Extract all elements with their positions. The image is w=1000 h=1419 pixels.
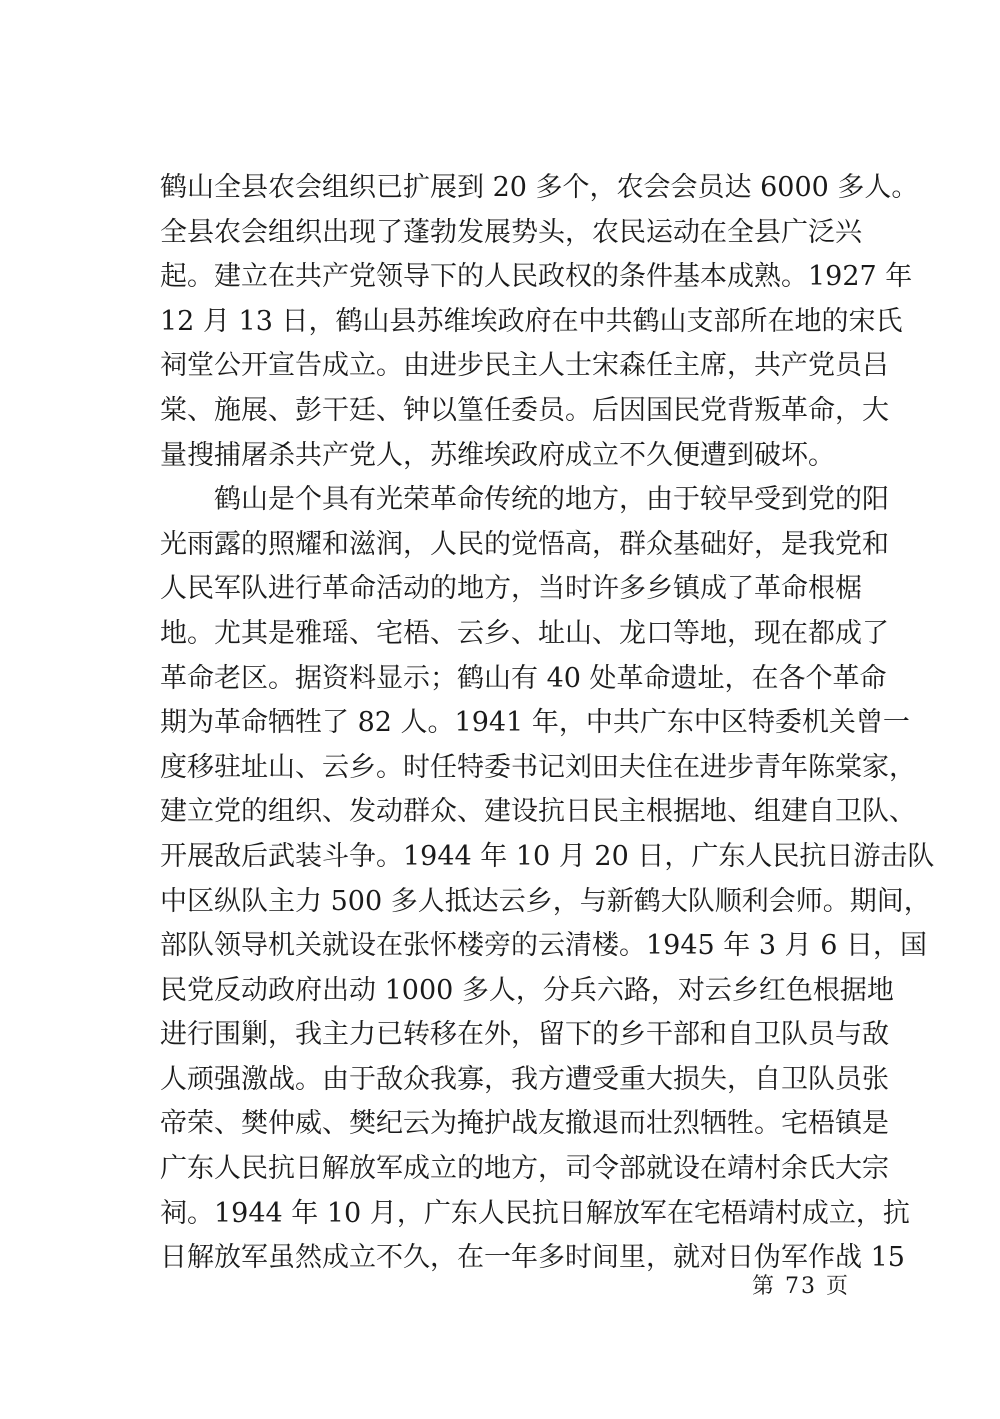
text-line: 帝荣、樊仲威、樊纪云为掩护战友撤退而壮烈牺牲。宅梧镇是 (160, 1108, 889, 1140)
text-line: 全县农会组织出现了蓬勃发展势头，农民运动在全县广泛兴 (160, 216, 862, 248)
text-line: 人民军队进行革命活动的地方，当时许多乡镇成了革命根椐 (160, 573, 862, 605)
text-line: 开展敌后武装斗争。1944 年 10 月 20 日，广东人民抗日游击队 (160, 840, 935, 872)
text-line: 量搜捕屠杀共产党人，苏维埃政府成立不久便遭到破坏。 (160, 439, 835, 471)
text-line: 部队领导机关就设在张怀楼旁的云清楼。1945 年 3 月 6 日，国 (160, 930, 927, 962)
page-number: 第 73 页 (752, 1274, 850, 1299)
body-text (160, 166, 935, 1325)
text-line: 广东人民抗日解放军成立的地方，司令部就设在靖村余氏大宗 (160, 1153, 889, 1185)
text-line: 鹤山是个具有光荣革命传统的地方，由于较早受到党的阳 (214, 484, 889, 516)
text-line: 棠、施展、彭干廷、钟以篁任委员。后因国民党背叛革命，大 (160, 394, 889, 426)
text-line: 祠。1944 年 10 月，广东人民抗日解放军在宅梧靖村成立，抗 (160, 1197, 910, 1229)
text-line: 期为革命牺牲了 82 人。1941 年，中共广东中区特委机关曾一 (160, 707, 910, 739)
text-line: 人顽强激战。由于敌众我寡，我方遭受重大损失，自卫队员张 (160, 1063, 889, 1095)
text-line: 光雨露的照耀和滋润，人民的觉悟高，群众基础好，是我党和 (160, 528, 889, 560)
text-line: 12 月 13 日，鹤山县苏维埃政府在中共鹤山支部所在地的宋氏 (160, 305, 903, 337)
text-line: 民党反动政府出动 1000 多人，分兵六路，对云乡红色根据地 (160, 974, 894, 1006)
text-line: 起。建立在共产党领导下的人民政权的条件基本成熟。1927 年 (160, 261, 913, 293)
text-line: 建立党的组织、发动群众、建设抗日民主根据地、组建自卫队、 (160, 796, 916, 828)
text-line: 日解放军虽然成立不久，在一年多时间里，就对日伪军作战 15 (160, 1242, 905, 1274)
text-line: 鹤山全县农会组织已扩展到 20 多个，农会会员达 6000 多人。 (160, 172, 919, 203)
text-line (160, 1281, 840, 1326)
text-line: 祠堂公开宣告成立。由进步民主人士宋森任主席，共产党员吕 (160, 350, 889, 382)
text-line: 地。尤其是雅瑶、宅梧、云乡、址山、龙口等地，现在都成了 (160, 617, 889, 649)
text-line: 进行围剿，我主力已转移在外，留下的乡干部和自卫队员与敌 (160, 1019, 889, 1051)
text-line: 度移驻址山、云乡。时任特委书记刘田夫住在进步青年陈棠家， (160, 751, 916, 783)
text-line: 革命老区。据资料显示；鹤山有 40 处革命遗址，在各个革命 (160, 662, 887, 694)
text-line: 中区纵队主力 500 多人抵达云乡，与新鹤大队顺利会师。期间， (160, 885, 931, 917)
